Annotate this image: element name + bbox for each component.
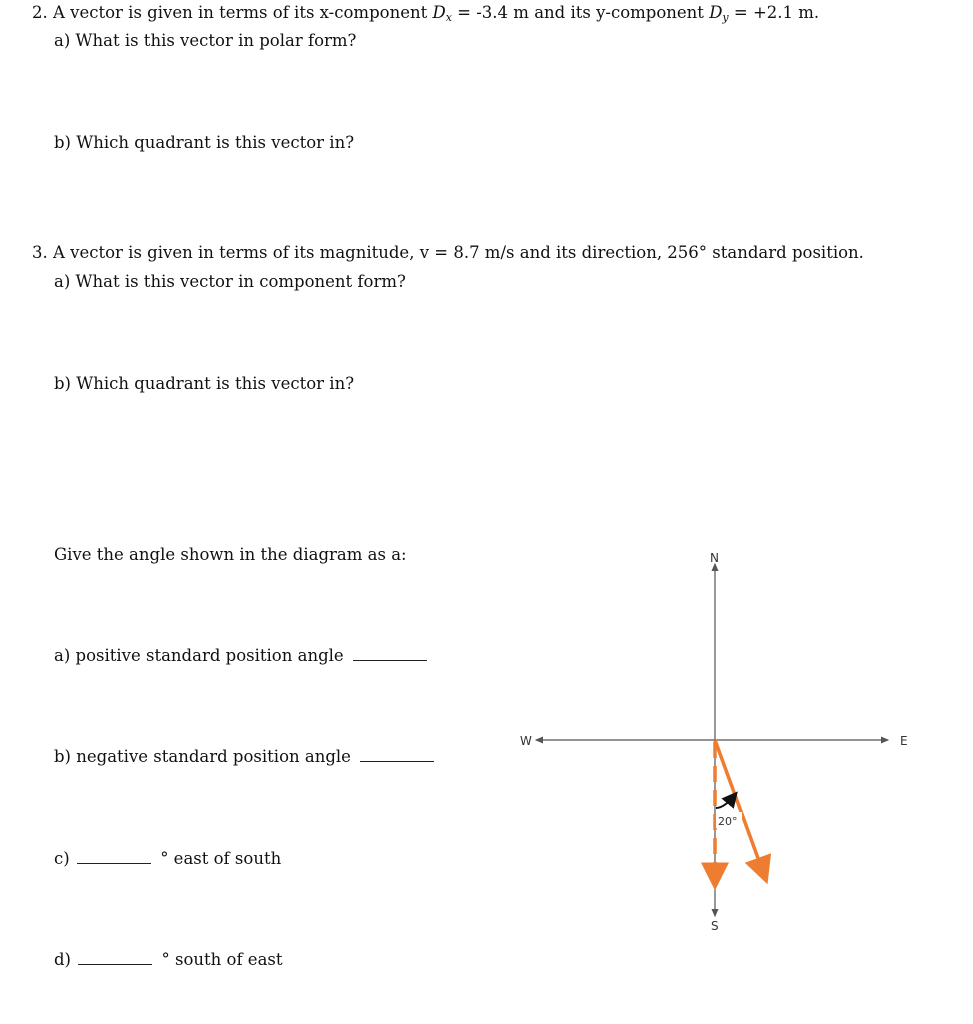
- north-label: N: [710, 551, 719, 565]
- q3-part-a: a) What is this vector in component form?: [54, 272, 406, 291]
- q2-number: 2.: [32, 3, 48, 22]
- angle-part-c: [54, 848, 281, 870]
- south-label: S: [711, 919, 719, 933]
- q2-dy-value: = +2.1 m.: [728, 3, 820, 22]
- angle-part-d: [54, 949, 283, 971]
- compass-diagram: [510, 540, 930, 940]
- q2-dy-symbol: D: [709, 3, 723, 22]
- angle-intro: Give the angle shown in the diagram as a:: [54, 545, 407, 564]
- q2-text-a: A vector is given in terms of its x-component: [53, 3, 433, 22]
- angle-part-c-suffix: ° east of south: [160, 849, 282, 868]
- q2-dx-symbol: D: [432, 3, 446, 22]
- angle-part-d-suffix: ° south of east: [161, 950, 283, 969]
- answer-blank-b[interactable]: [360, 747, 434, 762]
- angle-label: 20°: [718, 815, 738, 828]
- q2-dy-subscript: y: [722, 11, 729, 24]
- angle-part-b: [54, 746, 434, 768]
- q3-part-b: b) Which quadrant is this vector in?: [54, 374, 355, 393]
- q2-dx-value: = -3.4 m and its y-component: [451, 3, 710, 22]
- angle-part-d-label: d): [54, 950, 71, 969]
- q3-number: 3.: [32, 243, 48, 262]
- angle-part-c-label: c): [54, 849, 70, 868]
- q3-text: A vector is given in terms of its magnitude, v = 8.7 m/s and its direction, 256° standard position.: [53, 243, 864, 262]
- answer-blank-a[interactable]: [353, 646, 427, 661]
- q2-part-a: a) What is this vector in polar form?: [54, 31, 357, 50]
- q3-statement: [32, 242, 864, 264]
- answer-blank-c[interactable]: [77, 849, 151, 864]
- angle-part-a-label: a) positive standard position angle: [54, 646, 344, 665]
- q2-part-b: b) Which quadrant is this vector in?: [54, 133, 355, 152]
- angle-part-a: [54, 645, 427, 667]
- q2-statement: [32, 2, 819, 29]
- west-label: W: [520, 734, 532, 748]
- answer-blank-d[interactable]: [78, 950, 152, 965]
- q2-dx-subscript: x: [445, 11, 452, 24]
- angle-part-b-label: b) negative standard position angle: [54, 747, 351, 766]
- angle-arc: [716, 796, 734, 808]
- east-label: E: [900, 734, 908, 748]
